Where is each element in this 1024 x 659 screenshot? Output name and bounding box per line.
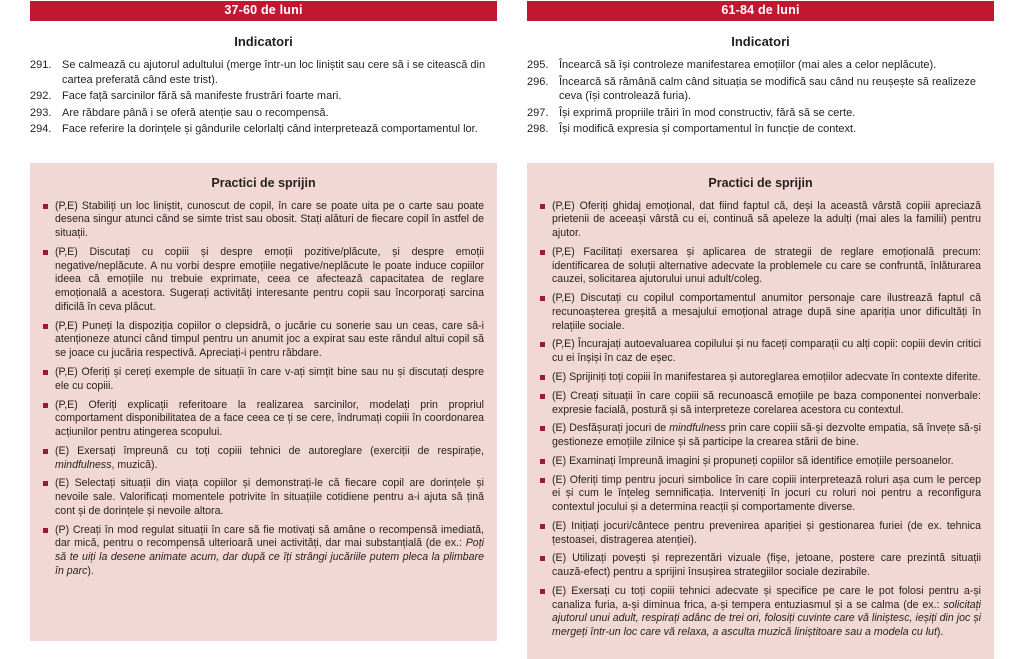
indicator-text: Se calmează cu ajutorul adultului (merge într-un loc liniștit sau cere să i se citească din cartea preferată când este trist). — [62, 59, 486, 86]
practice-text: (E) Desfășurați jocuri de mindfulness prin care copiii să-și dezvolte empatia, să învețe să-și gestioneze emoțiile zilnice și să participe la crearea stării de bine. — [552, 422, 982, 449]
practice-text: (E) Exersați împreună cu toți copiii tehnici de autoreglare (exerciții de respirație, mindfulness, muzică). — [55, 444, 484, 471]
indicator-number: 294. — [30, 123, 52, 136]
practice-item — [540, 474, 981, 515]
practice-item — [43, 320, 484, 361]
practice-text: (E) Creați situații în care copiii să recunoască emoțiile pe baza componentei nonverbale: expresie facială, postură și să interpreteze corelarea acestora cu contextul. — [552, 389, 981, 416]
practice-text: (E) Selectați situații din viața copiilor și demonstrați-le că fiecare copil are dorințele și nevoile sale. Valorificați momentele potrivite în situațiile cotidiene pentru a-i ajuta să țină cont și de dorințele și nevoile altora. — [55, 477, 484, 517]
practice-text: (P) Creați în mod regulat situații în care să fie motivați să amâne o recompensă imediată, dar mică, pentru o recompensă ulterioară unei activități, dar mai substanțială (de ex.: Poți să te uiți la desene animate acum, dar după ce îți strângi jucăriile putem pleca la plimbare în parc). — [55, 523, 484, 577]
indicator-number: 292. — [30, 90, 52, 103]
indicator-item — [30, 58, 497, 87]
square-bullet-icon — [540, 524, 545, 529]
practices-list — [43, 200, 484, 579]
practices-title: Practici de sprijin — [708, 175, 813, 190]
indicator-text: Își modifică expresia și comportamentul în funcție de context. — [559, 123, 857, 136]
square-bullet-icon — [540, 459, 545, 464]
practice-item — [540, 338, 981, 366]
practice-item — [540, 422, 981, 450]
square-bullet-icon — [43, 449, 48, 454]
practice-item — [540, 520, 981, 548]
square-bullet-icon — [540, 426, 545, 431]
practices-panel — [30, 163, 497, 641]
square-bullet-icon — [540, 556, 545, 561]
indicator-item — [30, 106, 497, 121]
practice-item — [540, 585, 981, 640]
practice-item — [540, 390, 981, 418]
practice-item — [540, 200, 981, 241]
column-61-84-luni — [527, 1, 994, 641]
indicator-text: Încearcă să își controleze manifestarea emoțiilor (mai ales a celor neplăcute). — [559, 59, 937, 71]
practice-text: (P,E) Încurajați autoevaluarea copilului și nu faceți comparații cu alți copii: copiii devin critici cu ei înșiși în caz de eșec. — [552, 338, 981, 365]
practice-text: (P,E) Oferiți explicații referitoare la realizarea sarcinilor, modelați prin propriul comportament disponibilitatea de a face ceea ce ți se cere, îndrumați copiii în coordonarea acțiunilor pentru atingerea scopului. — [55, 398, 484, 439]
indicator-text: Face referire la dorințele și gândurile celorlalți când interpretează comportamentul lor. — [62, 123, 478, 136]
practice-text: (E) Utilizați povești și reprezentări vizuale (fișe, jetoane, postere care prezintă situații cauză-efect) pentru a sprijini însușirea strategiilor sociale dezirabile. — [552, 552, 981, 579]
indicator-number: 293. — [30, 106, 52, 119]
age-band-header: 37-60 de luni — [30, 1, 497, 21]
square-bullet-icon — [43, 528, 48, 533]
indicator-text: Își exprimă propriile trăiri în mod constructiv, fără să se certe. — [559, 106, 856, 119]
indicators-title: Indicatori — [731, 34, 790, 49]
column-37-60-luni — [30, 1, 497, 641]
square-bullet-icon — [540, 250, 545, 255]
practices-title: Practici de sprijin — [211, 175, 316, 190]
indicator-text: Face față sarcinilor fără să manifeste frustrări foarte mari. — [62, 90, 342, 103]
practice-item — [43, 246, 484, 315]
practice-item — [540, 552, 981, 580]
practice-text: (E) Sprijiniți toți copiii în manifestarea și autoreglarea emoțiilor adecvate în contexte diferite. — [552, 371, 981, 383]
practices-panel — [527, 163, 994, 659]
indicator-number: 291. — [30, 59, 52, 71]
practice-text: (E) Exersați cu toți copiii tehnici adecvate și specifice pe care le pot folosi pentru a-și canaliza furia, a-și diminua frica, a-și tempera entuziasmul și a se calma (de ex.: solicitați ajutorul unui adult, respirați adânc de trei ori, folosiți cuvinte care vă liniștesc, ieșiți din joc și mergeți într-un loc care vă relaxa, a asculta muzică liniștitoare sau a modela cu lut). — [552, 584, 981, 639]
indicator-number: 297. — [527, 106, 549, 119]
practice-text: (E) Inițiați jocuri/cântece pentru prevenirea apariției și gestionarea furiei (de ex. tehnica țestoasei, distragerea atenției). — [552, 519, 981, 546]
indicator-item — [527, 75, 994, 104]
practice-item — [43, 366, 484, 394]
indicator-item — [30, 122, 497, 137]
practice-item — [540, 455, 981, 469]
indicator-item — [527, 106, 994, 121]
practice-item — [43, 445, 484, 473]
practice-text: (P,E) Facilitați exersarea și aplicarea de strategii de reglare emoțională precum: identificarea de soluții alternative adecvate la problemele cu care se confruntă, înlăturarea cauzei, solicitarea ajutorului unui adult/coleg. — [552, 245, 981, 286]
indicator-number: 298. — [527, 123, 549, 136]
practice-text: (E) Examinați împreună imagini și propuneți copiilor să identifice emoțiile persoanelor. — [552, 454, 954, 467]
indicator-number: 296. — [527, 75, 549, 88]
square-bullet-icon — [43, 324, 48, 329]
square-bullet-icon — [540, 342, 545, 347]
practices-list — [540, 200, 981, 640]
practice-item — [540, 246, 981, 287]
indicators-list — [527, 58, 994, 139]
practice-item — [43, 399, 484, 440]
practice-text: (P,E) Puneți la dispoziția copiilor o clepsidră, o jucărie cu sonerie sau un ceas, care să-i atenționeze atunci când timpul pentru un anumit joc a expirat sau este rândul altui copil să se joace cu jucăria respectivă. Apreciați-i pentru răbdare. — [55, 319, 484, 360]
square-bullet-icon — [540, 204, 545, 209]
indicator-item — [527, 122, 994, 137]
indicator-number: 295. — [527, 59, 549, 71]
square-bullet-icon — [43, 403, 48, 408]
practice-text: (E) Oferiți timp pentru jocuri simbolice în care copiii interpretează roluri așa cum le percep ei și cum le înțeleg semnificația. Interveniți în jocuri cu roluri noi pentru a reconfigura contextul jocului și a determina reacții și comportamente diverse. — [552, 473, 981, 514]
square-bullet-icon — [43, 370, 48, 375]
practice-text: (P,E) Oferiți și cereți exemple de situații în care v-ați simțit bine sau nu și discutați despre ele cu copiii. — [55, 366, 484, 392]
square-bullet-icon — [43, 481, 48, 486]
indicator-text: Încearcă să rămână calm când situația se modifică sau când nu reușește să realizeze ceva (își controlează furia). — [559, 75, 976, 103]
indicator-item — [527, 58, 994, 73]
square-bullet-icon — [43, 250, 48, 255]
indicator-text: Are răbdare până i se oferă atenție sau o recompensă. — [62, 106, 329, 119]
practice-item — [43, 477, 484, 518]
square-bullet-icon — [540, 394, 545, 399]
age-band-header: 61-84 de luni — [527, 1, 994, 21]
indicators-title: Indicatori — [234, 34, 293, 49]
square-bullet-icon — [540, 478, 545, 483]
square-bullet-icon — [540, 589, 545, 594]
indicators-list — [30, 58, 497, 139]
square-bullet-icon — [43, 204, 48, 209]
square-bullet-icon — [540, 296, 545, 301]
practice-item — [43, 200, 484, 241]
practice-text: (P,E) Discutați cu copilul comportamentul anumitor personaje care ilustrează faptul că recunoașterea greșită a mesajului emoțional atrage după sine apariția unor dificultăți în relațiile sociale. — [552, 292, 981, 332]
practice-text: (P,E) Discutați cu copiii și despre emoții pozitive/plăcute, și despre emoții negative/neplăcute. A nu vorbi despre emoțiile negative/neplăcute le poate induce copiilor ideea că emoțiile nu trebuie exprimate, ceea ce afectează capacitatea de reglare emoțională a acestora. Sugerați activități interesante pentru copii sau încorporați sarcina dificilă în ceva plăcut. — [55, 245, 484, 313]
practice-text: (P,E) Stabiliți un loc liniștit, cunoscut de copil, în care se poate uita pe o carte sau poate desena singur atunci când se simte trist sau obosit. Stați alături de fiecare copil în astfel de situații. — [55, 199, 484, 240]
practice-item — [43, 524, 484, 579]
practice-item — [540, 292, 981, 333]
practice-item — [540, 371, 981, 385]
practice-text: (P,E) Oferiți ghidaj emoțional, dat fiind faptul că, deși la această vârstă copiii apreciază prietenii de aceeași vârstă cu ei, continuă să apeleze la adulți (mai ales la familii) pentru ajutor. — [552, 199, 981, 240]
indicator-item — [30, 89, 497, 104]
square-bullet-icon — [540, 375, 545, 380]
